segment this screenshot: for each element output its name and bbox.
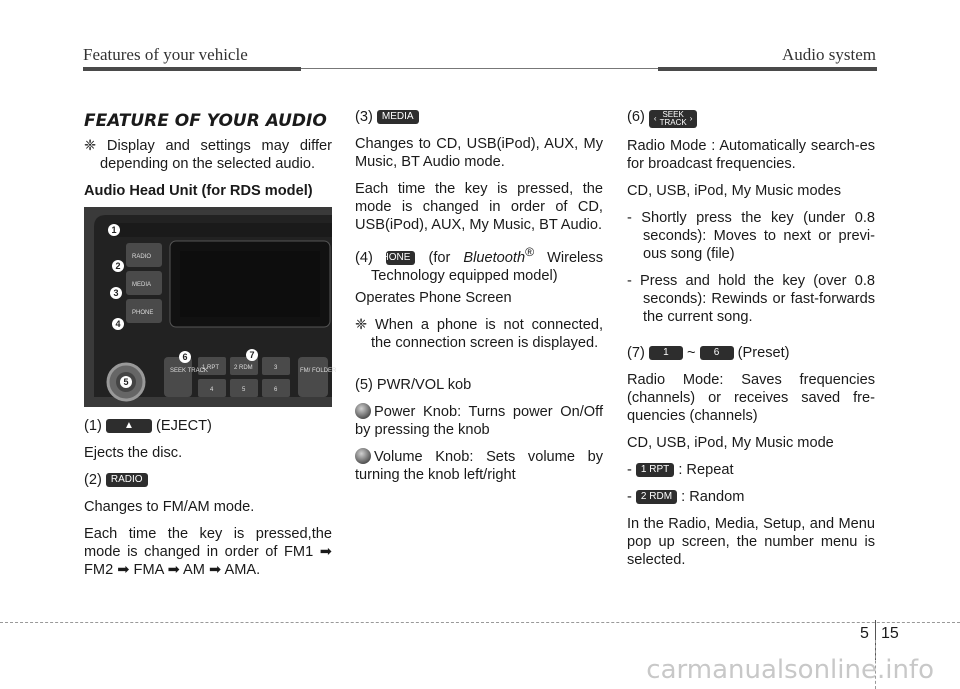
item1-number: (1) [84,418,102,434]
item6-long: - Press and hold the key (over 0.8 seconds): Rewinds or fast-forwards the current song. [627,273,875,325]
rpt-button-icon: 1 RPT [636,463,674,477]
label-fm-folder: FM/ FOLDER [300,368,337,374]
item4-note: ❈ When a phone is not connected, the connection screen is displayed. [355,316,603,351]
item3-description-1: Changes to CD, USB(iPod), AUX, My Music, BT Audio mode. [355,136,603,170]
watermark: carmanualsonline.info [646,655,934,685]
item7-menu: In the Radio, Media, Setup, and Menu pop up screen, the number menu is selected. [627,516,875,568]
item5-volume-text: Volume Knob: Sets volume by turning the knob left/right [355,448,603,483]
chapter-number: 5 [860,625,869,642]
footer-rule [0,622,960,623]
item4-line [355,243,603,285]
item7-number: (7) [627,345,645,361]
page-number: 15 [881,625,899,642]
item7-repeat-text: : Repeat [678,462,734,478]
label-phone: PHONE [132,310,154,316]
header-rule [301,68,658,69]
column-3 [627,108,875,578]
item2-description-2: Each time the key is pressed,the mode is changed in order of FM1 ➡ FM2 ➡ FMA ➡ AM ➡ AMA. [84,526,332,578]
callout-1: 1 [111,225,117,235]
item3-description-2: Each time the key is pressed, the mode is changed in order of CD, USB(iPod), AUX, My Music, BT Audio. [355,181,603,233]
seek-label: SEEK [662,110,684,119]
label-media: MEDIA [132,282,152,288]
volume-knob-icon [355,448,371,464]
rdm-button-icon: 2 RDM [636,490,677,504]
item5-volume [355,448,603,484]
item6-short: - Shortly press the key (under 0.8 seconds): Moves to next or previ-ous song (file) [627,210,875,262]
item1-description: Ejects the disc. [84,445,183,461]
item3-line [355,108,603,126]
item5-power-text: Power Knob: Turns power On/Off by pressing the knob [355,403,603,438]
callout-7: 7 [249,350,255,360]
callout-6: 6 [182,352,188,362]
item2-line [84,471,332,489]
item4-registered: ® [525,245,535,259]
item7-random: - 2 RDM : Random [627,489,745,505]
label-2rdm: 2 RDM [234,365,253,371]
item2-number: (2) [84,472,102,488]
label-5: 5 [242,387,246,393]
item5-title: (5) PWR/VOL kob [355,376,472,393]
item7-random-text: : Random [681,489,745,505]
page-title: FEATURE OF YOUR AUDIO [84,111,327,131]
item2-description-1: Changes to FM/AM mode. [84,499,255,515]
callout-3: 3 [113,288,119,298]
chevron-left-icon: ‹ [653,114,657,123]
item7-tilde: ~ [686,345,696,361]
callout-4: 4 [115,319,121,329]
header-section: Features of your vehicle [83,45,248,64]
label-seek-track: SEEK TRACK [170,368,208,374]
seek-track-button-icon [649,110,697,128]
radio-button-icon: RADIO [106,473,148,487]
item3-number: (3) [355,109,373,125]
phone-button-icon: PHONE [386,251,416,265]
item7-line [627,344,875,362]
item6-modes: CD, USB, iPod, My Music modes [627,183,842,199]
power-knob-icon [355,403,371,419]
item7-radio: Radio Mode: Saves frequencies (channels) or receives saved fre-quencies (channels) [627,372,875,424]
track-label: TRACK [659,118,687,127]
unit-heading: Audio Head Unit (for RDS model) [84,183,313,199]
preset-6-button-icon: 6 [700,346,734,360]
callout-5: 5 [123,377,129,387]
item6-radio: Radio Mode : Automatically search-es for broadcast frequencies. [627,138,875,172]
label-1rpt: 1 RPT [202,365,220,371]
display-note: ❈ Display and settings may differ depending on the selected audio. [84,138,332,172]
item5-power [355,403,603,439]
column-2 [355,108,603,493]
item4-for: (for [428,249,451,266]
head-unit-drawing [84,207,337,407]
header-bar-left [83,67,301,71]
label-4: 4 [210,387,214,393]
preset-1-button-icon: 1 [649,346,683,360]
header-bar-right [658,67,877,71]
item4-description: Operates Phone Screen [355,289,512,306]
media-button-icon: MEDIA [377,110,419,124]
eject-button-icon: ▲ [106,419,152,433]
label-radio: RADIO [132,254,152,260]
item4-rest: Wireless Technology equipped model) [371,249,604,284]
item1-label: (EJECT) [155,418,212,434]
chevron-right-icon: › [689,114,693,123]
item4-bluetooth: Bluetooth [463,249,526,266]
label-3: 3 [274,365,278,371]
item7-repeat: - 1 RPT : Repeat [627,462,734,478]
callout-2: 2 [115,261,121,271]
item7-modes: CD, USB, iPod, My Music mode [627,435,834,451]
header-chapter: Audio system [782,45,876,64]
audio-head-unit-image [84,207,337,407]
item7-label: (Preset) [737,345,790,361]
item6-line [627,108,875,128]
item6-number: (6) [627,109,645,125]
label-6: 6 [274,387,278,393]
item1-line [84,417,332,435]
item4-number: (4) [355,249,373,266]
